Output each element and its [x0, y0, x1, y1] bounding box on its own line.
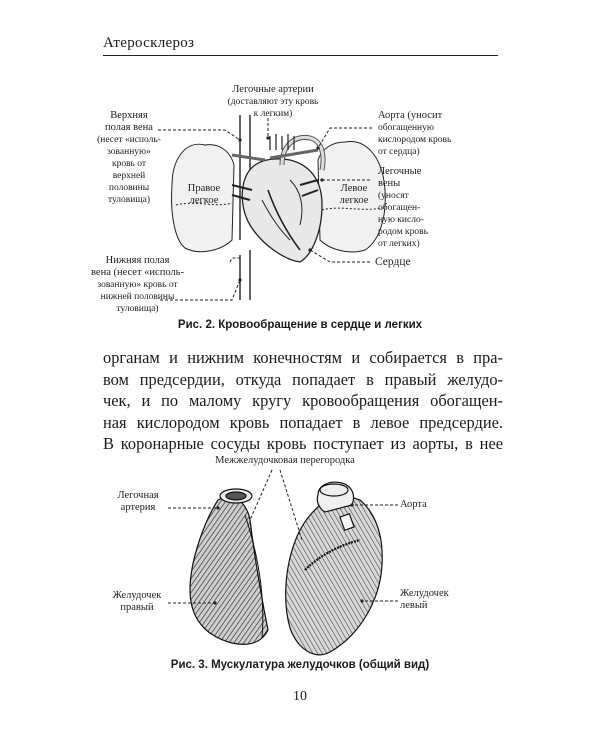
label-line: Левое	[340, 183, 368, 194]
label-line: (уносят	[378, 191, 409, 201]
figure-2-caption: Рис. 2. Кровообращение в сердце и легких	[177, 319, 423, 331]
label-line: зованную»	[107, 147, 151, 157]
label-line: туловища)	[116, 304, 159, 314]
label-left-ventricle	[400, 588, 462, 612]
label-line: Сердце	[375, 256, 411, 268]
page-number: 10	[293, 689, 307, 704]
right-ventricle-shape	[190, 489, 268, 644]
body-line: ная кислородом кровь попадает в левое предсердие.	[103, 412, 503, 432]
label-line: туловища)	[107, 195, 151, 205]
label-line: кровь от	[111, 159, 147, 169]
label-line: вены	[378, 178, 401, 189]
label-line: (доставляют эту кровь	[227, 97, 319, 107]
label-line: обогащенную	[378, 123, 434, 133]
label-line: вена (несет «исполь-	[91, 267, 184, 278]
label-aorta-fig3	[400, 499, 460, 511]
label-line: легкое	[339, 195, 369, 206]
label-line: к легким)	[253, 109, 293, 119]
body-line: органам и нижним конечностям и собирается в пра-	[103, 348, 503, 367]
label-line: родом кровь	[378, 227, 428, 237]
label-line: Легочные артерии	[232, 84, 314, 95]
label-line: ную кисло-	[378, 215, 424, 225]
label-line: верхней	[112, 171, 146, 181]
label-line: (несет «исполь-	[97, 135, 161, 145]
label-line: Нижняя полая	[105, 255, 170, 266]
label-line: нижней половины	[100, 292, 175, 302]
label-line: от легких)	[378, 239, 420, 249]
label-line: правый	[120, 602, 154, 613]
label-line: зованную» кровь от	[97, 280, 178, 290]
label-line: половины	[108, 183, 150, 193]
label-line: от сердца)	[378, 147, 420, 157]
left-ventricle-shape	[286, 482, 383, 655]
label-line: Легочная	[117, 490, 159, 501]
body-line: вом предсердии, откуда попадает в правый желудо-	[103, 369, 503, 389]
label-line: Правое	[187, 183, 221, 194]
label-line: кислородом кровь	[378, 135, 452, 145]
label-interventricular-septum	[190, 455, 380, 467]
label-line: полая вена	[105, 122, 153, 133]
label-line: обогащен-	[378, 203, 421, 213]
label-pulmonary-artery	[108, 490, 168, 514]
label-line: Верхняя	[110, 110, 148, 121]
label-line: Межжелудочковая перегородка	[215, 455, 355, 466]
label-line: Легочные	[378, 166, 422, 177]
figure-3-caption: Рис. 3. Мускулатура желудочков (общий вид)	[170, 659, 430, 671]
body-line: чек, и по малому кругу кровообращения обогащен-	[103, 391, 503, 411]
label-right-ventricle	[106, 590, 168, 614]
label-line: легкое	[189, 195, 219, 206]
label-line: Желудочек	[112, 590, 162, 601]
running-head: Атеросклероз	[103, 35, 195, 51]
label-line: артерия	[120, 502, 156, 513]
label-line: левый	[400, 600, 428, 611]
label-line: Желудочек	[400, 588, 449, 599]
label-line: Аорта	[400, 499, 427, 510]
body-line: В коронарные сосуды кровь поступает из аорты, в нее	[103, 434, 503, 454]
label-line: Аорта (уносит	[378, 110, 443, 121]
